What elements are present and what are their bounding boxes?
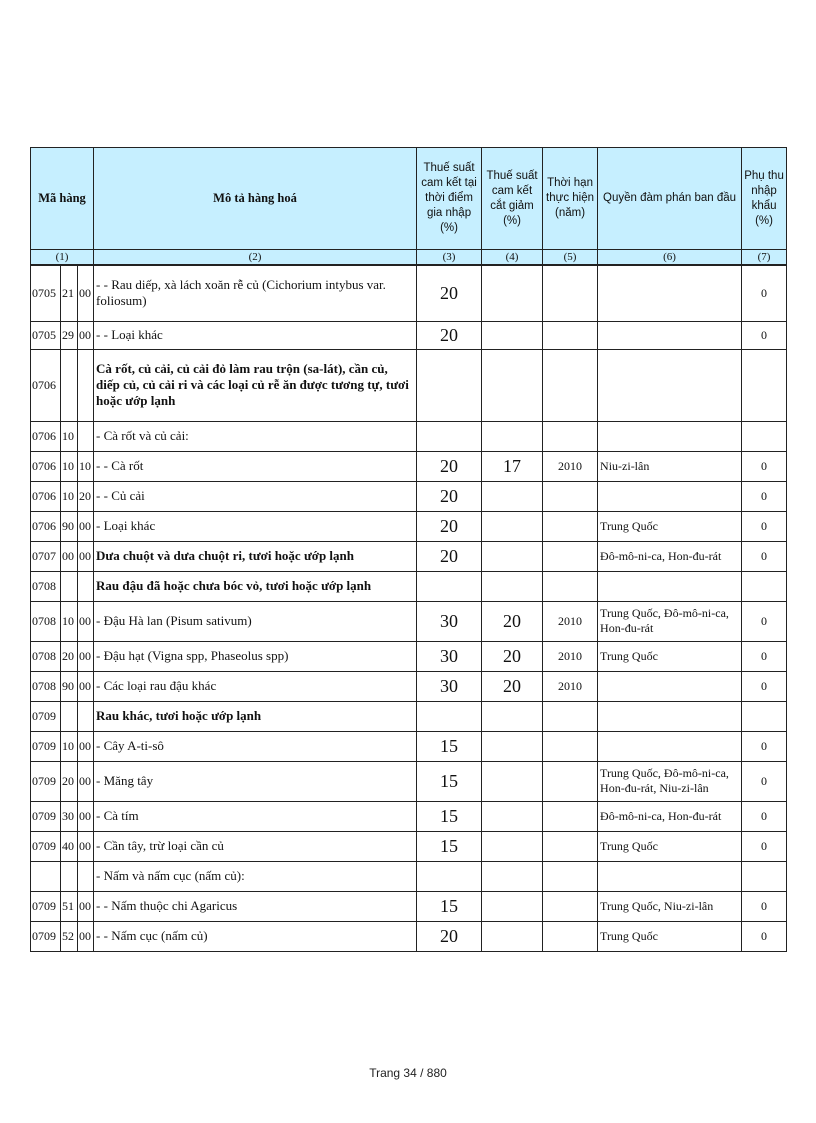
code-chapter-cell: 0708 bbox=[31, 571, 61, 601]
code-sub-cell: 00 bbox=[78, 831, 94, 861]
rate-accession-cell: 20 bbox=[417, 321, 482, 349]
negotiating-rights-cell: Trung Quốc, Đô-mô-ni-ca, Hon-đu-rát, Niu-zi-lân bbox=[598, 761, 742, 801]
code-heading-cell: 30 bbox=[61, 801, 78, 831]
rate-accession-cell: 15 bbox=[417, 891, 482, 921]
code-chapter-cell: 0709 bbox=[31, 801, 61, 831]
period-cell bbox=[543, 481, 598, 511]
code-sub-cell: 00 bbox=[78, 761, 94, 801]
rate-accession-cell: 20 bbox=[417, 541, 482, 571]
rate-reduced-cell bbox=[482, 861, 543, 891]
rate-reduced-cell bbox=[482, 541, 543, 571]
code-sub-cell: 00 bbox=[78, 541, 94, 571]
table-row bbox=[31, 541, 787, 571]
code-chapter-cell: 0706 bbox=[31, 481, 61, 511]
surcharge-cell: 0 bbox=[742, 671, 787, 701]
code-heading-cell: 20 bbox=[61, 641, 78, 671]
surcharge-cell: 0 bbox=[742, 511, 787, 541]
period-cell bbox=[543, 891, 598, 921]
code-sub-cell bbox=[78, 571, 94, 601]
code-chapter-cell: 0709 bbox=[31, 761, 61, 801]
description-cell: - Đậu Hà lan (Pisum sativum) bbox=[94, 601, 417, 641]
negotiating-rights-cell bbox=[598, 571, 742, 601]
table-row bbox=[31, 641, 787, 671]
period-cell bbox=[543, 541, 598, 571]
table-row bbox=[31, 701, 787, 731]
code-heading-cell: 10 bbox=[61, 421, 78, 451]
code-chapter-cell: 0709 bbox=[31, 921, 61, 951]
code-chapter-cell: 0709 bbox=[31, 891, 61, 921]
rate-accession-cell bbox=[417, 349, 482, 421]
code-chapter-cell: 0707 bbox=[31, 541, 61, 571]
code-heading-cell bbox=[61, 571, 78, 601]
negotiating-rights-cell: Trung Quốc bbox=[598, 921, 742, 951]
table-row bbox=[31, 731, 787, 761]
code-sub-cell bbox=[78, 701, 94, 731]
code-heading-cell: 00 bbox=[61, 541, 78, 571]
page-number: Trang 34 / 880 bbox=[369, 1066, 447, 1080]
description-cell: - - Rau diếp, xà lách xoăn rễ củ (Cichorium intybus var. foliosum) bbox=[94, 265, 417, 321]
description-cell: - - Nấm thuộc chi Agaricus bbox=[94, 891, 417, 921]
table-row bbox=[31, 451, 787, 481]
column-number: (7) bbox=[742, 250, 787, 266]
rate-reduced-cell bbox=[482, 891, 543, 921]
table-row bbox=[31, 571, 787, 601]
rate-accession-cell bbox=[417, 701, 482, 731]
rate-accession-cell: 20 bbox=[417, 511, 482, 541]
header-period: Thời hạn thực hiện (năm) bbox=[543, 148, 598, 250]
rate-reduced-cell: 20 bbox=[482, 671, 543, 701]
period-cell bbox=[543, 321, 598, 349]
code-heading-cell: 10 bbox=[61, 451, 78, 481]
code-chapter-cell: 0706 bbox=[31, 349, 61, 421]
code-chapter-cell: 0705 bbox=[31, 321, 61, 349]
table-row bbox=[31, 421, 787, 451]
negotiating-rights-cell bbox=[598, 321, 742, 349]
tariff-table bbox=[30, 147, 787, 952]
header-description: Mô tả hàng hoá bbox=[94, 148, 417, 250]
negotiating-rights-cell bbox=[598, 731, 742, 761]
rate-accession-cell: 20 bbox=[417, 921, 482, 951]
negotiating-rights-cell: Trung Quốc bbox=[598, 831, 742, 861]
code-heading-cell: 29 bbox=[61, 321, 78, 349]
code-chapter-cell: 0709 bbox=[31, 701, 61, 731]
description-cell: - Loại khác bbox=[94, 511, 417, 541]
table-row bbox=[31, 861, 787, 891]
description-cell: - Cần tây, trừ loại cần củ bbox=[94, 831, 417, 861]
code-chapter-cell: 0708 bbox=[31, 601, 61, 641]
description-cell: - - Loại khác bbox=[94, 321, 417, 349]
code-heading-cell bbox=[61, 861, 78, 891]
rate-accession-cell: 15 bbox=[417, 761, 482, 801]
surcharge-cell: 0 bbox=[742, 451, 787, 481]
code-sub-cell: 00 bbox=[78, 601, 94, 641]
code-sub-cell: 00 bbox=[78, 321, 94, 349]
period-cell bbox=[543, 921, 598, 951]
code-heading-cell: 90 bbox=[61, 511, 78, 541]
code-heading-cell: 20 bbox=[61, 761, 78, 801]
period-cell bbox=[543, 761, 598, 801]
code-sub-cell bbox=[78, 349, 94, 421]
negotiating-rights-cell: Đô-mô-ni-ca, Hon-đu-rát bbox=[598, 801, 742, 831]
code-sub-cell: 00 bbox=[78, 265, 94, 321]
description-cell: Rau đậu đã hoặc chưa bóc vỏ, tươi hoặc ướp lạnh bbox=[94, 571, 417, 601]
rate-accession-cell bbox=[417, 571, 482, 601]
code-heading-cell: 10 bbox=[61, 481, 78, 511]
description-cell: Cà rốt, củ cải, củ cải đỏ làm rau trộn (sa-lát), cần củ, diếp củ, củ cải ri và các loại củ rễ ăn được tương tự, tươi hoặc ướp lạnh bbox=[94, 349, 417, 421]
column-number: (5) bbox=[543, 250, 598, 266]
code-heading-cell: 21 bbox=[61, 265, 78, 321]
rate-reduced-cell bbox=[482, 801, 543, 831]
period-cell bbox=[543, 265, 598, 321]
negotiating-rights-cell bbox=[598, 701, 742, 731]
surcharge-cell: 0 bbox=[742, 641, 787, 671]
rate-reduced-cell bbox=[482, 921, 543, 951]
surcharge-cell: 0 bbox=[742, 921, 787, 951]
rate-accession-cell: 15 bbox=[417, 831, 482, 861]
code-sub-cell: 00 bbox=[78, 641, 94, 671]
code-heading-cell: 10 bbox=[61, 601, 78, 641]
code-chapter-cell bbox=[31, 861, 61, 891]
period-cell: 2010 bbox=[543, 671, 598, 701]
description-cell: - Đậu hạt (Vigna spp, Phaseolus spp) bbox=[94, 641, 417, 671]
table-row bbox=[31, 265, 787, 321]
description-cell: - - Cà rốt bbox=[94, 451, 417, 481]
header-negotiating-rights: Quyền đàm phán ban đầu bbox=[598, 148, 742, 250]
column-number: (6) bbox=[598, 250, 742, 266]
code-chapter-cell: 0709 bbox=[31, 731, 61, 761]
table-row bbox=[31, 831, 787, 861]
surcharge-cell bbox=[742, 349, 787, 421]
rate-reduced-cell bbox=[482, 265, 543, 321]
code-chapter-cell: 0706 bbox=[31, 511, 61, 541]
surcharge-cell: 0 bbox=[742, 321, 787, 349]
negotiating-rights-cell bbox=[598, 481, 742, 511]
surcharge-cell: 0 bbox=[742, 481, 787, 511]
column-number: (3) bbox=[417, 250, 482, 266]
period-cell bbox=[543, 511, 598, 541]
rate-accession-cell bbox=[417, 421, 482, 451]
negotiating-rights-cell bbox=[598, 671, 742, 701]
period-cell bbox=[543, 831, 598, 861]
surcharge-cell: 0 bbox=[742, 601, 787, 641]
code-chapter-cell: 0709 bbox=[31, 831, 61, 861]
rate-accession-cell: 15 bbox=[417, 801, 482, 831]
description-cell: - Cây A-ti-sô bbox=[94, 731, 417, 761]
rate-reduced-cell bbox=[482, 481, 543, 511]
code-chapter-cell: 0705 bbox=[31, 265, 61, 321]
table-row bbox=[31, 601, 787, 641]
header-rate-accession: Thuế suất cam kết tại thời điểm gia nhập (%) bbox=[417, 148, 482, 250]
code-sub-cell: 20 bbox=[78, 481, 94, 511]
column-number: (1) bbox=[31, 250, 94, 266]
header-row bbox=[31, 148, 787, 250]
description-cell: - Cà tím bbox=[94, 801, 417, 831]
table-row bbox=[31, 761, 787, 801]
table-row bbox=[31, 801, 787, 831]
surcharge-cell: 0 bbox=[742, 761, 787, 801]
period-cell bbox=[543, 861, 598, 891]
negotiating-rights-cell bbox=[598, 265, 742, 321]
header-code: Mã hàng bbox=[31, 148, 94, 250]
table-row bbox=[31, 671, 787, 701]
rate-accession-cell: 20 bbox=[417, 481, 482, 511]
description-cell: - Các loại rau đậu khác bbox=[94, 671, 417, 701]
code-heading-cell bbox=[61, 349, 78, 421]
rate-reduced-cell bbox=[482, 571, 543, 601]
surcharge-cell: 0 bbox=[742, 801, 787, 831]
period-cell bbox=[543, 701, 598, 731]
table-body bbox=[31, 265, 787, 951]
code-heading-cell: 40 bbox=[61, 831, 78, 861]
description-cell: - Cà rốt và củ cải: bbox=[94, 421, 417, 451]
code-sub-cell: 00 bbox=[78, 921, 94, 951]
rate-reduced-cell bbox=[482, 831, 543, 861]
code-sub-cell: 00 bbox=[78, 801, 94, 831]
column-number: (4) bbox=[482, 250, 543, 266]
rate-reduced-cell bbox=[482, 761, 543, 801]
rate-accession-cell: 30 bbox=[417, 601, 482, 641]
table-row bbox=[31, 481, 787, 511]
surcharge-cell: 0 bbox=[742, 891, 787, 921]
surcharge-cell: 0 bbox=[742, 831, 787, 861]
surcharge-cell bbox=[742, 701, 787, 731]
code-sub-cell: 00 bbox=[78, 511, 94, 541]
period-cell: 2010 bbox=[543, 601, 598, 641]
rate-reduced-cell bbox=[482, 511, 543, 541]
rate-accession-cell: 30 bbox=[417, 641, 482, 671]
code-chapter-cell: 0708 bbox=[31, 671, 61, 701]
code-heading-cell bbox=[61, 701, 78, 731]
code-heading-cell: 90 bbox=[61, 671, 78, 701]
table-row bbox=[31, 891, 787, 921]
surcharge-cell bbox=[742, 861, 787, 891]
rate-reduced-cell bbox=[482, 701, 543, 731]
table-row bbox=[31, 921, 787, 951]
negotiating-rights-cell: Đô-mô-ni-ca, Hon-đu-rát bbox=[598, 541, 742, 571]
code-sub-cell: 10 bbox=[78, 451, 94, 481]
rate-accession-cell: 30 bbox=[417, 671, 482, 701]
description-cell: - - Củ cải bbox=[94, 481, 417, 511]
rate-reduced-cell: 17 bbox=[482, 451, 543, 481]
code-heading-cell: 51 bbox=[61, 891, 78, 921]
negotiating-rights-cell bbox=[598, 421, 742, 451]
surcharge-cell: 0 bbox=[742, 265, 787, 321]
header-surcharge: Phụ thu nhập khẩu (%) bbox=[742, 148, 787, 250]
header-rate-reduced: Thuế suất cam kết cắt giảm (%) bbox=[482, 148, 543, 250]
period-cell bbox=[543, 349, 598, 421]
rate-reduced-cell: 20 bbox=[482, 601, 543, 641]
code-sub-cell bbox=[78, 421, 94, 451]
negotiating-rights-cell bbox=[598, 349, 742, 421]
code-sub-cell: 00 bbox=[78, 731, 94, 761]
surcharge-cell: 0 bbox=[742, 731, 787, 761]
code-sub-cell: 00 bbox=[78, 891, 94, 921]
rate-accession-cell: 20 bbox=[417, 265, 482, 321]
surcharge-cell bbox=[742, 421, 787, 451]
code-sub-cell bbox=[78, 861, 94, 891]
period-cell bbox=[543, 801, 598, 831]
description-cell: - Măng tây bbox=[94, 761, 417, 801]
code-heading-cell: 52 bbox=[61, 921, 78, 951]
rate-reduced-cell bbox=[482, 321, 543, 349]
surcharge-cell bbox=[742, 571, 787, 601]
negotiating-rights-cell: Trung Quốc, Niu-zi-lân bbox=[598, 891, 742, 921]
rate-reduced-cell: 20 bbox=[482, 641, 543, 671]
table-row bbox=[31, 321, 787, 349]
negotiating-rights-cell: Niu-zi-lân bbox=[598, 451, 742, 481]
rate-accession-cell: 20 bbox=[417, 451, 482, 481]
description-cell: - Nấm và nấm cục (nấm củ): bbox=[94, 861, 417, 891]
code-sub-cell: 00 bbox=[78, 671, 94, 701]
negotiating-rights-cell bbox=[598, 861, 742, 891]
period-cell: 2010 bbox=[543, 641, 598, 671]
rate-accession-cell bbox=[417, 861, 482, 891]
description-cell: Rau khác, tươi hoặc ướp lạnh bbox=[94, 701, 417, 731]
rate-reduced-cell bbox=[482, 421, 543, 451]
rate-reduced-cell bbox=[482, 349, 543, 421]
negotiating-rights-cell: Trung Quốc, Đô-mô-ni-ca, Hon-đu-rát bbox=[598, 601, 742, 641]
description-cell: - - Nấm cục (nấm củ) bbox=[94, 921, 417, 951]
code-heading-cell: 10 bbox=[61, 731, 78, 761]
negotiating-rights-cell: Trung Quốc bbox=[598, 641, 742, 671]
period-cell: 2010 bbox=[543, 451, 598, 481]
column-number-row bbox=[31, 250, 787, 266]
surcharge-cell: 0 bbox=[742, 541, 787, 571]
table-row bbox=[31, 349, 787, 421]
code-chapter-cell: 0706 bbox=[31, 451, 61, 481]
period-cell bbox=[543, 571, 598, 601]
description-cell: Dưa chuột và dưa chuột ri, tươi hoặc ướp lạnh bbox=[94, 541, 417, 571]
code-chapter-cell: 0706 bbox=[31, 421, 61, 451]
rate-accession-cell: 15 bbox=[417, 731, 482, 761]
period-cell bbox=[543, 731, 598, 761]
negotiating-rights-cell: Trung Quốc bbox=[598, 511, 742, 541]
rate-reduced-cell bbox=[482, 731, 543, 761]
table-row bbox=[31, 511, 787, 541]
period-cell bbox=[543, 421, 598, 451]
column-number: (2) bbox=[94, 250, 417, 266]
code-chapter-cell: 0708 bbox=[31, 641, 61, 671]
